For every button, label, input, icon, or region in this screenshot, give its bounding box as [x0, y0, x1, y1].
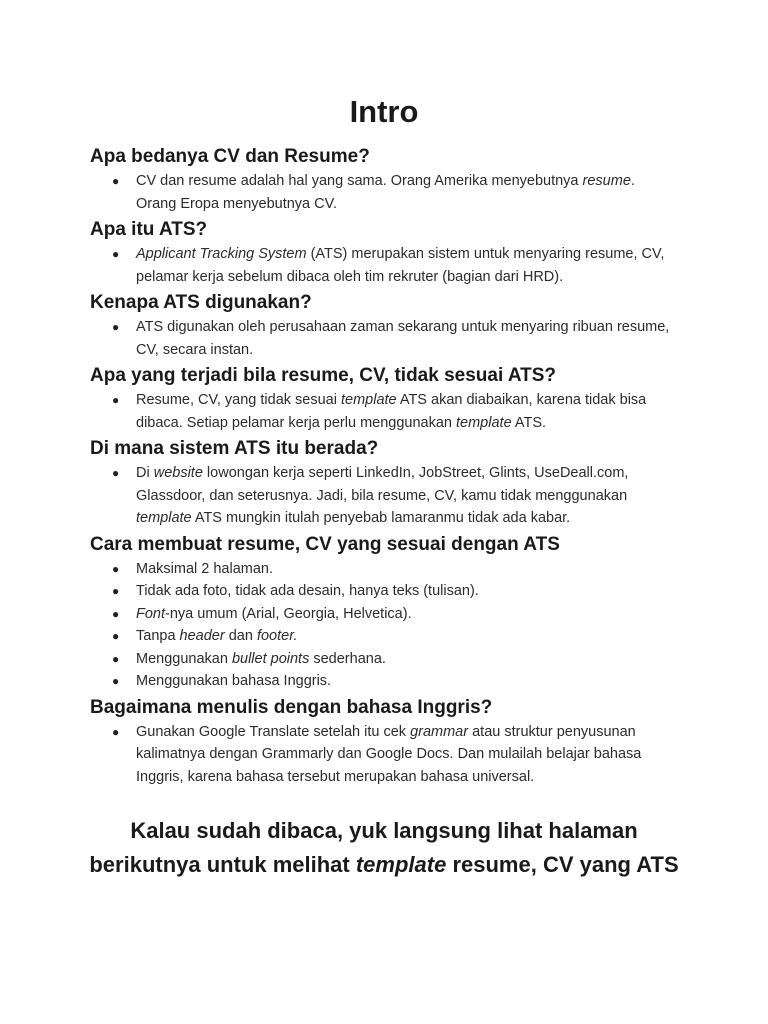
text-run: Di: [136, 465, 154, 481]
italic-text-run: website: [153, 465, 203, 481]
bullet-list: [90, 389, 678, 436]
list-item: [90, 170, 678, 215]
bullet-icon: ●: [112, 584, 120, 598]
bullet-icon: ●: [112, 674, 120, 688]
text-run: atau struktur penyusunan kalimatnya dengan Grammarly dan Google Docs. Dan mulailah belajar bahasa Inggris, karena bahasa tersebut merupakan bahasa universal.: [136, 723, 642, 785]
text-run: Maksimal 2 halaman.: [136, 560, 273, 577]
text-run: dan: [224, 628, 257, 644]
bullet-list: [90, 316, 678, 363]
text-run: ATS digunakan oleh perusahaan zaman sekarang untuk menyaring ribuan resume, CV, secara instan.: [136, 319, 670, 358]
section-heading: Apa yang terjadi bila resume, CV, tidak sesuai ATS?: [90, 365, 557, 386]
bullet-icon: ●: [112, 247, 120, 261]
bullet-icon: ●: [112, 174, 120, 188]
section-heading: Apa bedanya CV dan Resume?: [90, 146, 370, 167]
list-item: [90, 670, 678, 693]
italic-text-run: template: [355, 852, 447, 877]
bullet-list: [90, 558, 678, 695]
bullet-icon: ●: [112, 724, 120, 739]
bullet-icon: ●: [112, 320, 120, 334]
section-heading: Di mana sistem ATS itu berada?: [90, 438, 379, 459]
italic-text-run: template: [136, 510, 192, 526]
bullet-icon: ●: [112, 466, 120, 480]
italic-text-run: resume: [582, 173, 631, 189]
italic-text-run: bullet points: [231, 650, 310, 667]
list-item: [90, 625, 678, 648]
text-run: ATS mungkin itulah penyebab lamaranmu tidak ada kabar.: [191, 510, 571, 526]
text-run: resume, CV yang ATS: [446, 852, 679, 877]
italic-text-run: header: [179, 628, 225, 644]
list-item: [90, 648, 678, 671]
bullet-icon: ●: [112, 606, 120, 621]
bullet-list: [90, 462, 678, 532]
text-run: CV dan resume adalah hal yang sama. Orang Amerika menyebutnya: [136, 173, 583, 189]
faq-sections: [90, 144, 678, 790]
italic-text-run: Font: [136, 605, 166, 622]
italic-text-run: footer.: [256, 628, 298, 644]
section-heading: Cara membuat resume, CV yang sesuai dengan ATS: [90, 533, 560, 555]
text-run: Tidak ada foto, tidak ada desain, hanya teks (tulisan).: [136, 583, 479, 599]
page-title: Intro: [349, 94, 419, 129]
bullet-icon: ●: [112, 651, 120, 666]
text-run: Gunakan Google Translate setelah itu cek: [136, 723, 411, 740]
bullet-icon: ●: [112, 393, 120, 407]
bullet-list: [90, 243, 678, 290]
text-run: Resume, CV, yang tidak sesuai: [136, 392, 341, 408]
text-run: ATS akan diabaikan, karena tidak bisa dibaca. Setiap pelamar kerja perlu menggunakan: [136, 392, 647, 431]
bullet-icon: ●: [112, 629, 120, 643]
closing-call-to-action: [80, 814, 688, 882]
list-item: [90, 389, 678, 434]
list-item: [90, 580, 678, 603]
list-item: [90, 603, 678, 626]
italic-text-run: template: [341, 392, 397, 408]
list-item: [90, 721, 678, 789]
text-run: ATS.: [511, 414, 547, 431]
text-run: . Orang Eropa menyebutnya CV.: [136, 173, 635, 212]
text-run: Tanpa: [136, 628, 180, 644]
text-run: Menggunakan: [136, 650, 232, 667]
text-run: Kalau sudah dibaca, yuk langsung lihat halaman berikutnya untuk melihat: [89, 818, 638, 877]
italic-text-run: template: [456, 414, 512, 431]
section-heading: Kenapa ATS digunakan?: [90, 292, 312, 313]
list-item: [90, 316, 678, 361]
text-run: -nya umum (Arial, Georgia, Helvetica).: [165, 605, 412, 622]
text-run: (ATS) merupakan sistem untuk menyaring resume, CV, pelamar kerja sebelum dibaca oleh tim rekruter (bagian dari HRD).: [136, 246, 665, 285]
bullet-list: [90, 721, 678, 791]
text-run: sederhana.: [309, 650, 386, 667]
italic-text-run: Applicant Tracking System: [136, 246, 307, 262]
text-run: Menggunakan bahasa Inggris.: [136, 673, 332, 689]
section-heading: Apa itu ATS?: [90, 219, 208, 240]
italic-text-run: grammar: [410, 723, 469, 740]
section-heading: Bagaimana menulis dengan bahasa Inggris?: [90, 696, 493, 718]
list-item: [90, 462, 678, 530]
bullet-icon: ●: [112, 561, 120, 576]
text-run: lowongan kerja seperti LinkedIn, JobStreet, Glints, UseDeall.com, Glassdoor, dan seterusnya. Jadi, bila resume, CV, kamu tidak menggunakan: [136, 465, 629, 504]
bullet-list: [90, 170, 678, 217]
list-item: [90, 243, 678, 288]
list-item: [90, 558, 678, 581]
